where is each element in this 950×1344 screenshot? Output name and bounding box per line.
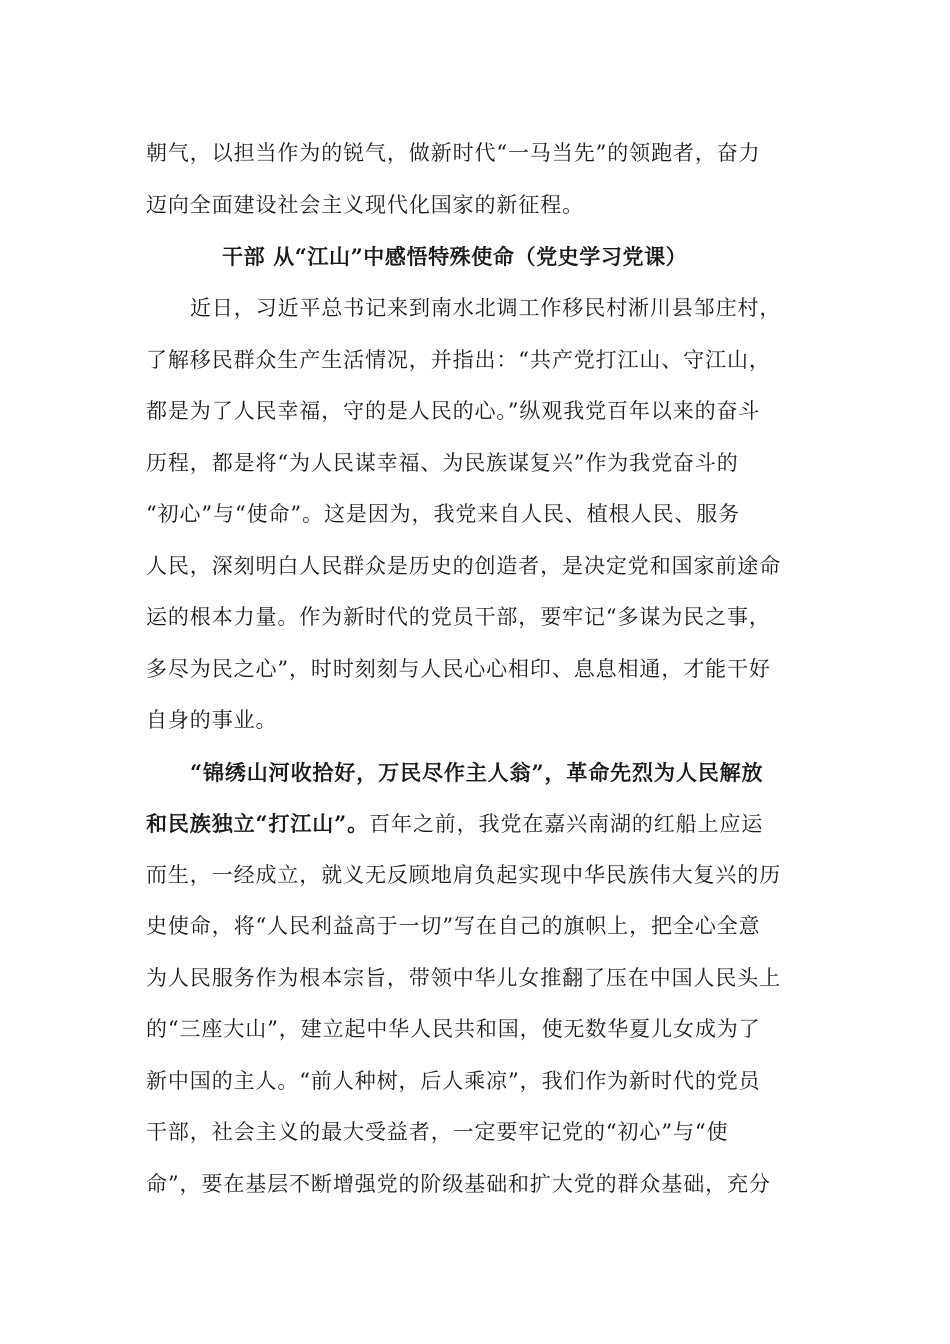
paragraph-line: 运的根本力量。作为新时代的党员干部，要牢记“多谋为民之事， bbox=[146, 605, 771, 629]
document-body bbox=[146, 128, 796, 1210]
paragraph-line: 为人民服务作为根本宗旨，带领中华儿女推翻了压在中国人民头上 bbox=[146, 965, 782, 990]
intro-line: 迈向全面建设社会主义现代化国家的新征程。 bbox=[146, 192, 584, 217]
paragraph-line: 史使命，将“人民利益高于一切”写在自己的旗帜上，把全心全意 bbox=[146, 914, 761, 938]
intro-line: 朝气，以担当作为的锐气，做新时代“一马当先”的领跑者，奋力 bbox=[146, 141, 761, 165]
paragraph-line: 命”，要在基层不断增强党的阶级基础和扩大党的群众基础，充分 bbox=[146, 1171, 771, 1196]
paragraph-line: 近日，习近平总书记来到南水北调工作移民村淅川县邹庄村， bbox=[190, 296, 782, 320]
paragraph-line: 人民，深刻明白人民群众是历史的创造者，是决定党和国家前途命 bbox=[146, 553, 782, 578]
paragraph-2 bbox=[146, 747, 796, 1211]
paragraph-line: 而生，一经成立，就义无反顾地肩负起实现中华民族伟大复兴的历 bbox=[146, 862, 782, 887]
paragraph-1 bbox=[146, 283, 796, 747]
paragraph-line: 新中国的主人。“前人种树，后人乘凉”，我们作为新时代的党员 bbox=[146, 1068, 761, 1093]
paragraph-line: 多尽为民之心”，时时刻刻与人民心心相印、息息相通，才能干好 bbox=[146, 656, 771, 681]
paragraph-line: 都是为了人民幸福，守的是人民的心。”纵观我党百年以来的奋斗 bbox=[146, 399, 761, 423]
paragraph-line: 了解移民群众生产生活情况，并指出：“共产党打江山、守江山， bbox=[146, 347, 771, 372]
paragraph-lead-text: 和民族独立“打江山”。 bbox=[146, 811, 370, 836]
paragraph-lead-line: “锦绣山河收拾好，万民尽作主人翁”，革命先烈为人民解放 bbox=[190, 759, 764, 785]
paragraph-line: 历程，都是将“为人民谋幸福、为民族谋复兴”作为我党奋斗的 bbox=[146, 450, 739, 475]
paragraph-line: “初心”与“使命”。这是因为，我党来自人民、植根人民、服务 bbox=[146, 502, 741, 526]
paragraph-line: 自身的事业。 bbox=[146, 708, 278, 732]
paragraph-line: 的“三座大山”，建立起中华人民共和国，使无数华夏儿女成为了 bbox=[146, 1017, 761, 1041]
paragraph-line bbox=[146, 798, 796, 850]
paragraph-line: 干部，社会主义的最大受益者，一定要牢记党的“初心”与“使 bbox=[146, 1120, 729, 1144]
paragraph-text: 百年之前，我党在嘉兴南湖的红船上应运 bbox=[369, 812, 764, 836]
section-title: 干部 从“江山”中感悟特殊使命（党史学习党课） bbox=[222, 244, 688, 269]
